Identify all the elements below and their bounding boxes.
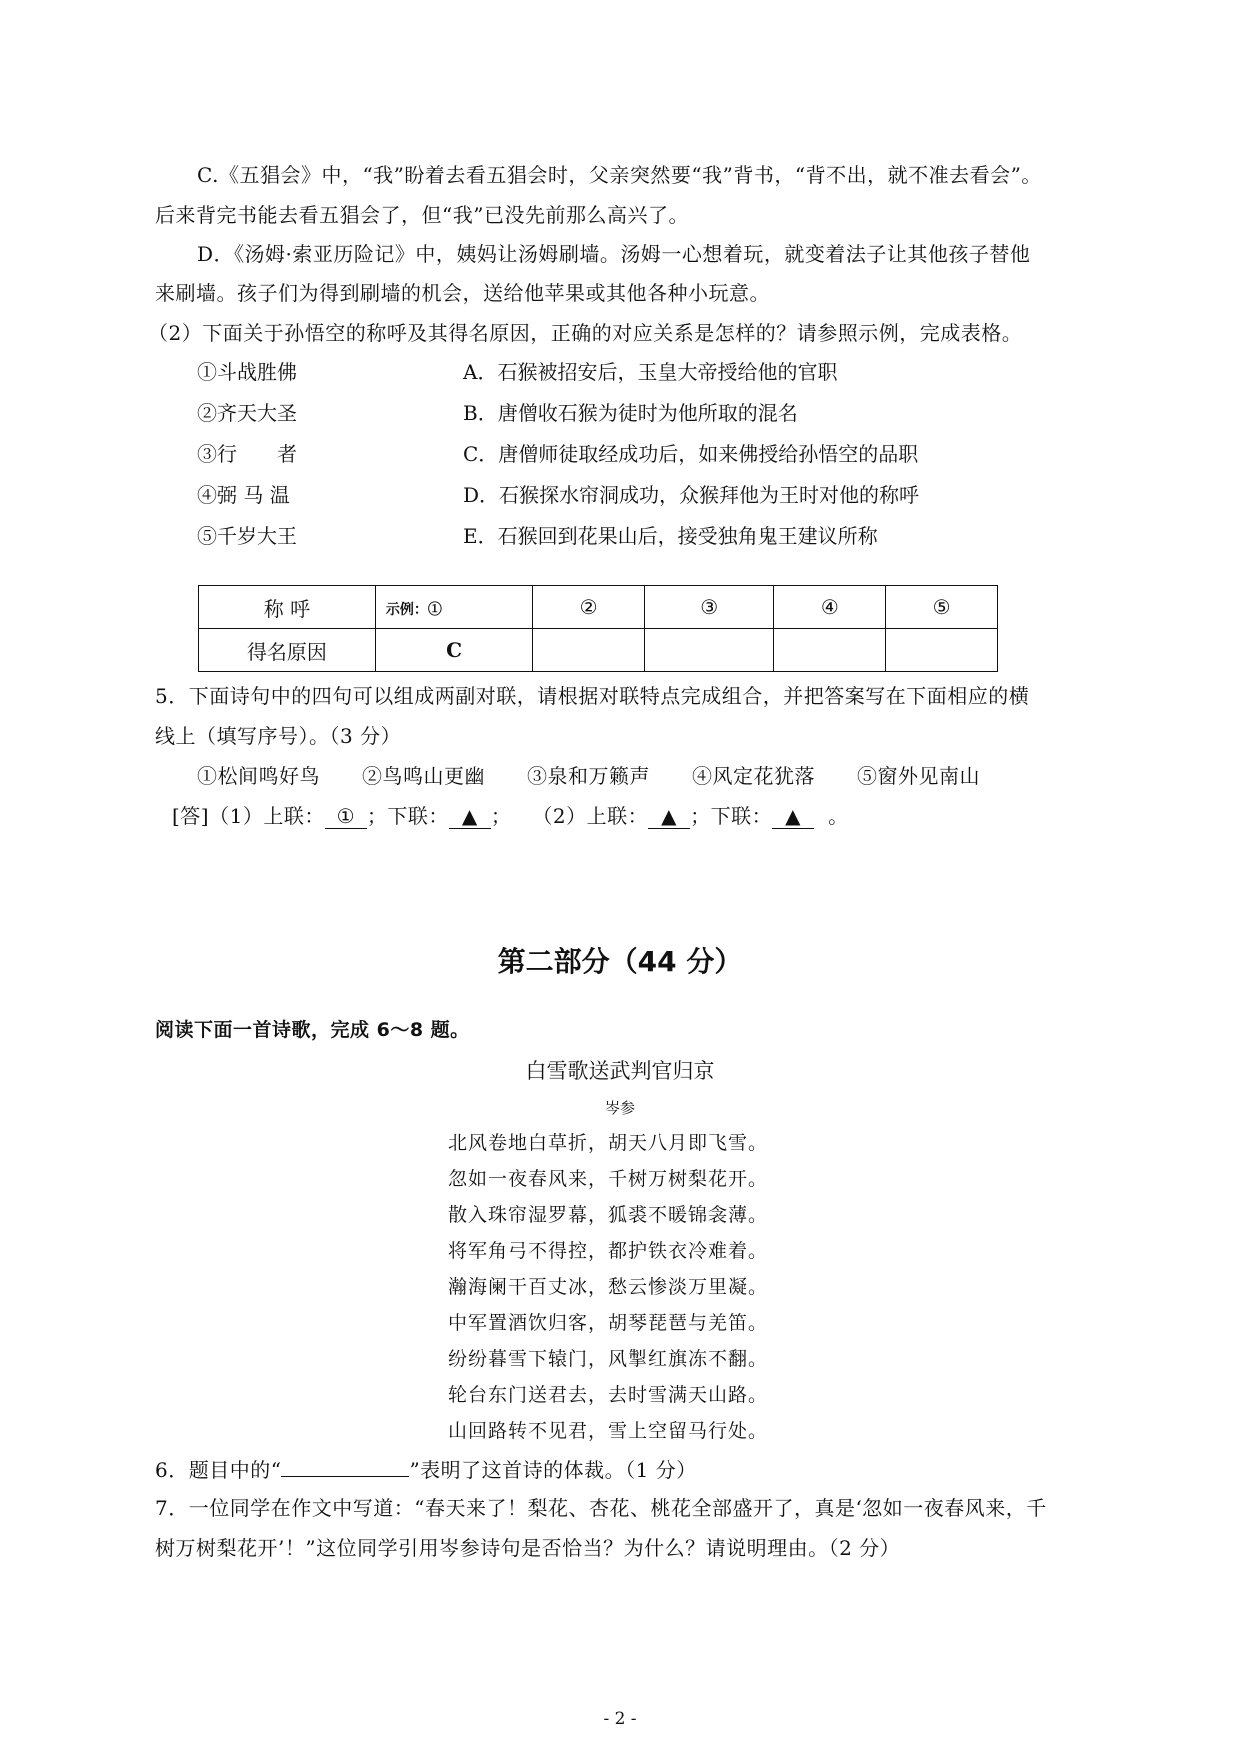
couplet-option: ④风定花犹落 xyxy=(692,764,815,788)
q5-line2: 线上（填写序号）。（3 分） xyxy=(155,724,402,748)
table-cell: ⑤ xyxy=(886,586,998,629)
q7-line2: 树万树梨花开’！”这位同学引用岑参诗句是否恰当？为什么？请说明理由。（2 分） xyxy=(155,1536,901,1560)
q6-prefix: 6．题目中的“ xyxy=(155,1458,282,1482)
reason-item: D．石猴探水帘洞成功，众猴拜他为王时对他的称呼 xyxy=(463,483,920,507)
q5-line1: 5．下面诗句中的四句可以组成两副对联，请根据对联特点完成组合，并把答案写在下面相应的横 xyxy=(155,684,1030,708)
answer-prefix: [答]（1）上联： xyxy=(172,804,325,828)
section-title: 第二部分（44 分） xyxy=(497,945,743,978)
name-item: ③行 者 xyxy=(197,442,297,466)
answer-cell[interactable] xyxy=(645,629,774,672)
poem-title: 白雪歌送武判官归京 xyxy=(525,1059,715,1083)
q4-part2-prompt: （2）下面关于孙悟空的称呼及其得名原因，正确的对应关系是怎样的？请参照示例，完成表格。 xyxy=(148,321,1023,345)
option-d-line1: D．《汤姆·索亚历险记》中，姨妈让汤姆刷墙。汤姆一心想着玩，就变着法子让其他孩子替他 xyxy=(197,242,1031,266)
poem-line: 中军置酒饮归客，胡琴琵琶与羌笛。 xyxy=(448,1312,769,1334)
option-c-line2: 后来背完书能去看五猖会了，但“我”已没先前那么高兴了。 xyxy=(155,203,689,227)
reason-item: C．唐僧师徒取经成功后，如来佛授给孙悟空的品职 xyxy=(463,442,919,466)
answer-cell[interactable] xyxy=(774,629,886,672)
poem-line: 北风卷地白草折，胡天八月即飞雪。 xyxy=(448,1132,769,1154)
answer-blank[interactable]: ▲ xyxy=(449,804,491,829)
answer-blank[interactable]: ▲ xyxy=(772,804,814,829)
answer-cell[interactable] xyxy=(533,629,645,672)
table-example-answer: C xyxy=(375,629,532,672)
table-example-label xyxy=(375,586,532,629)
answer-blank[interactable]: ▲ xyxy=(648,804,690,829)
table-cell: ④ xyxy=(774,586,886,629)
answer-example-field: ① xyxy=(325,804,367,829)
page-number: - 2 - xyxy=(603,1709,637,1729)
q6-suffix: ”表明了这首诗的体裁。（1 分） xyxy=(409,1458,697,1482)
couplet-option: ③泉和万籁声 xyxy=(527,764,650,788)
option-d-line2: 来刷墙。孩子们为得到刷墙的机会，送给他苹果或其他各种小玩意。 xyxy=(155,281,770,305)
answer-table xyxy=(198,585,998,672)
reading-instruction: 阅读下面一首诗歌，完成 6～8 题。 xyxy=(155,1019,470,1041)
lower-label: ；下联： xyxy=(690,804,773,828)
q6-answer-blank[interactable] xyxy=(281,1454,409,1477)
table-row xyxy=(199,586,998,629)
poem-line: 瀚海阑干百丈冰，愁云惨淡万里凝。 xyxy=(448,1276,769,1298)
table-cell: ② xyxy=(533,586,645,629)
couplet-option: ⑤窗外见南山 xyxy=(857,764,980,788)
q7-line1: 7．一位同学在作文中写道：“春天来了！梨花、杏花、桃花全部盛开了，真是‘忽如一夜春风来，千 xyxy=(155,1496,1047,1520)
poem-line: 纷纷暮雪下辕门，风掣红旗冻不翻。 xyxy=(448,1348,769,1370)
poem-line: 散入珠帘湿罗幕，狐裘不暖锦衾薄。 xyxy=(448,1204,769,1226)
table-row xyxy=(199,629,998,672)
lower-label: ；下联： xyxy=(366,804,449,828)
reason-item: A．石猴被招安后，玉皇大帝授给他的官职 xyxy=(463,360,838,384)
reason-item: B．唐僧收石猴为徒时为他所取的混名 xyxy=(463,401,798,425)
poem-line: 将军角弓不得控，都护铁衣冷难着。 xyxy=(448,1240,769,1262)
option-c-line1: C.《五猖会》中，“我”盼着去看五猖会时，父亲突然要“我”背书，“背不出，就不准去看会”。 xyxy=(197,163,1042,187)
name-item: ④弼 马 温 xyxy=(197,483,290,507)
example-label: 示例：① xyxy=(385,602,442,618)
q6-line xyxy=(155,1454,697,1484)
q5-answer-line xyxy=(172,802,849,830)
answer-end: 。 xyxy=(828,804,849,828)
poem-line: 轮台东门送君去，去时雪满天山路。 xyxy=(448,1384,769,1406)
part2-prefix: ； （2）上联： xyxy=(490,804,649,828)
reason-item: E．石猴回到花果山后，接受独角鬼王建议所称 xyxy=(463,524,878,548)
answer-cell[interactable] xyxy=(886,629,998,672)
couplet-option: ①松间鸣好鸟 xyxy=(197,764,320,788)
name-item: ⑤千岁大王 xyxy=(197,524,297,548)
couplet-option: ②鸟鸣山更幽 xyxy=(362,764,485,788)
poem-line: 忽如一夜春风来，千树万树梨花开。 xyxy=(448,1168,769,1190)
table-header-name: 称 呼 xyxy=(199,586,376,629)
name-item: ②齐天大圣 xyxy=(197,401,297,425)
table-header-reason: 得名原因 xyxy=(199,629,376,672)
q5-options xyxy=(197,762,980,790)
table-cell: ③ xyxy=(645,586,774,629)
poem-author: 岑参 xyxy=(604,1099,635,1117)
name-item: ①斗战胜佛 xyxy=(197,360,297,384)
poem-line: 山回路转不见君，雪上空留马行处。 xyxy=(448,1420,769,1442)
